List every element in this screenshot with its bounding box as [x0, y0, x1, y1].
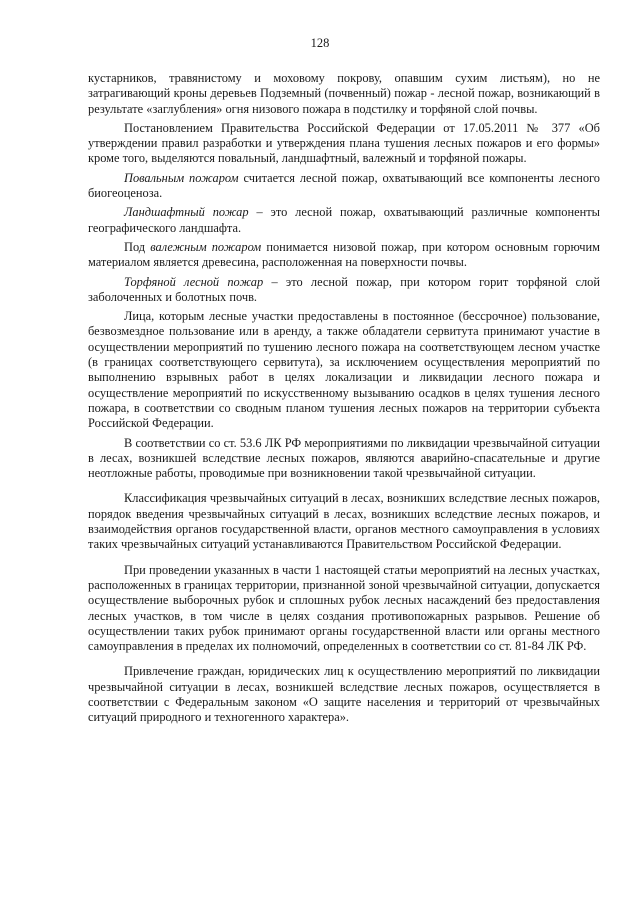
text-run: При проведении указанных в части 1 настоящей статьи мероприятий на лесных участках, расположенных в границах территории, признанной зоной чрезвычайной ситуации, допускается осуществление выборочных рубок и сплошных рубок лесных насаждений без предоставления лесных участков, в том числе в целях создания противопожарных разрывов. Решение об осуществлении таких рубок принимают органы государственной власти или органы местного самоуправления в пределах их полномочий, определенных в соответствии со ст. 81-84 ЛК РФ.: [88, 562, 600, 654]
paragraph: [88, 121, 600, 167]
text-run: это лесной пожар, охватывающий различные компоненты географического ландшафта.: [88, 205, 600, 235]
page-number: 128: [310, 36, 330, 50]
text-run: считается лесной пожар, охватывающий все компоненты лесного биогеоценоза.: [88, 170, 600, 201]
text-run: Классификация чрезвычайных ситуаций в лесах, возникших вследствие лесных пожаров, порядок введения чрезвычайных ситуаций в лесах, возникших вследствие лесных пожаров, и взаимодействия органов государственной власти, органов местного самоуправления в условиях таких чрезвычайных ситуаций устанавливаются Правительством Российской Федерации.: [88, 491, 600, 552]
text-run: В соответствии со ст. 53.6 ЛК РФ мероприятиями по ликвидации чрезвычайной ситуации в лесах, возникшей вследствие лесных пожаров, являются аварийно-спасательные и другие неотложные работы, проводимые при возникновении такой чрезвычайной ситуации.: [88, 435, 600, 481]
paragraph: [88, 240, 600, 271]
paragraph: [88, 563, 600, 655]
paragraph: [88, 205, 600, 236]
paragraph: [88, 664, 600, 725]
text-run: Под: [124, 239, 151, 254]
paragraph: [88, 275, 600, 306]
text-run: это лесной пожар, при котором горит торфяной слой заболоченных и болотных почв.: [88, 274, 600, 304]
italic-term: валежным пожаром: [150, 239, 262, 254]
italic-term: Повальным пожаром: [124, 170, 239, 185]
paragraph: [88, 436, 600, 482]
document-body: [88, 71, 600, 726]
paragraph: [88, 71, 600, 117]
text-run: Постановлением Правительства Российской Федерации от 17.05.2011 № 377 «Об утверждении правил разработки и утверждения плана тушения лесных пожаров и его формы» кроме того, выделяются повальный, ландшафтный, валежный и торфяной пожары.: [88, 120, 600, 166]
text-run: Привлечение граждан, юридических лиц к осуществлению мероприятий по ликвидации чрезвычайной ситуации в лесах, возникшей вследствие лесных пожаров, осуществляется в соответствии с Федеральным законом «О защите населения и территорий от чрезвычайных ситуаций природного и техногенного характера».: [88, 664, 600, 725]
paragraph: [88, 491, 600, 552]
text-run: Лица, которым лесные участки предоставлены в постоянное (бессрочное) пользование, безвозмездное пользование или в аренду, а также обладатели сервитута принимают участие в осуществлении мероприятий по тушению лесного пожара на соответствующем лесном участке (в границах соответствующего сервитута), за исключением осуществления мероприятий по выполнению взрывных работ в целях локализации и ликвидации лесного пожара и осуществление мероприятий по искусственному вызыванию осадков в целях тушения лесного пожара, в соответствии со сводным планом тушения лесных пожаров на территории субъекта Российской Федерации.: [88, 309, 600, 431]
text-run: кустарников, травянистому и моховому покрову, опавшим сухим листьям), но не затрагивающий кроны деревьев Подземный (почвенный) пожар - лесной пожар, возникающий в результате «заглубления» огня низового пожара в подстилку и торфяной слой почвы.: [88, 71, 600, 116]
italic-term: Ландшафтный пожар –: [124, 205, 263, 220]
paragraph: [88, 171, 600, 202]
text-run: понимается низовой пожар, при котором основным горючим материалом является древесина, расположенная на поверхности почвы.: [88, 239, 600, 270]
paragraph: [88, 309, 600, 431]
italic-term: Торфяной лесной пожар –: [124, 274, 278, 289]
